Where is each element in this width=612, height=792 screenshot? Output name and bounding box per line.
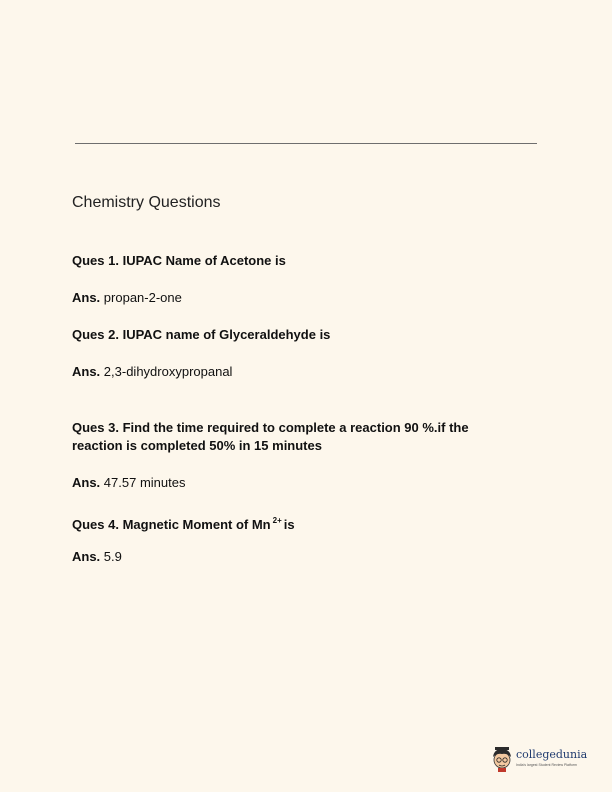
question-4-text: Ques 4. Magnetic Moment of Mn	[72, 517, 271, 532]
answer-label: Ans.	[72, 290, 101, 305]
answer-label: Ans.	[72, 549, 101, 564]
answer-2	[72, 363, 232, 381]
question-2: Ques 2. IUPAC name of Glyceraldehyde is	[72, 327, 331, 342]
logo-brand: collegedunia	[516, 748, 588, 761]
answer-text: 47.57 minutes	[103, 475, 186, 490]
answer-label: Ans.	[72, 364, 101, 379]
question-4	[72, 512, 295, 534]
header-divider	[75, 143, 537, 144]
question-3-line-2: reaction is completed 50% in 15 minutes	[72, 438, 322, 453]
question-3-line-1: Ques 3. Find the time required to complete a reaction 90 %.if the	[72, 420, 469, 435]
answer-text: 5.9	[103, 549, 122, 564]
question-4-suffix: is	[283, 517, 295, 532]
answer-1	[72, 289, 182, 307]
question-1: Ques 1. IUPAC Name of Acetone is	[72, 253, 286, 268]
answer-text: 2,3-dihydroxypropanal	[103, 364, 233, 379]
logo-tagline: India's largest Student Review Platform	[516, 763, 577, 767]
answer-4	[72, 548, 122, 566]
page-title: Chemistry Questions	[72, 194, 221, 211]
superscript-charge: 2+	[272, 516, 282, 525]
answer-text: propan-2-one	[103, 290, 182, 305]
answer-3	[72, 474, 185, 492]
answer-label: Ans.	[72, 475, 101, 490]
collegedunia-logo	[490, 745, 590, 775]
mascot-icon	[490, 745, 514, 773]
